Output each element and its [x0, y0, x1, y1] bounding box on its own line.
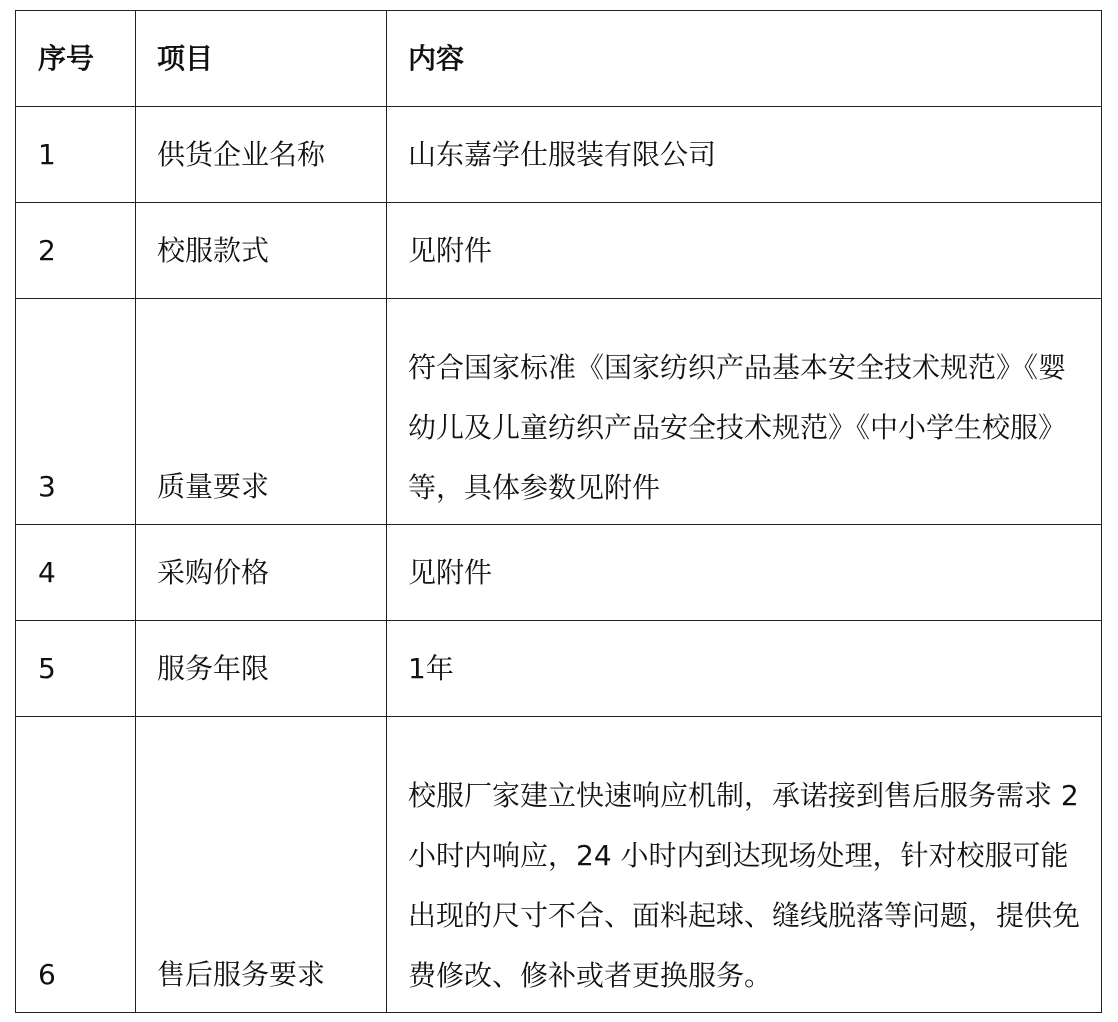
- row-item: 服务年限: [136, 621, 387, 717]
- row-item: 校服款式: [136, 203, 387, 299]
- row-item: 质量要求: [136, 299, 387, 525]
- table-row: [16, 717, 1102, 1013]
- header-content: 内容: [387, 11, 1102, 107]
- table-row: [16, 107, 1102, 203]
- row-content: 符合国家标准《国家纺织产品基本安全技术规范》《婴幼儿及儿童纺织产品安全技术规范》《中小学生校服》等，具体参数见附件: [387, 299, 1102, 525]
- table-row: [16, 203, 1102, 299]
- row-no: 5: [16, 621, 136, 717]
- row-content: 校服厂家建立快速响应机制，承诺接到售后服务需求 2 小时内响应，24 小时内到达现场处理，针对校服可能出现的尺寸不合、面料起球、缝线脱落等问题，提供免费修改、修补或者更换服务。: [387, 717, 1102, 1013]
- row-no: 3: [16, 299, 136, 525]
- table-row: [16, 621, 1102, 717]
- row-content: 山东嘉学仕服装有限公司: [387, 107, 1102, 203]
- table-row: [16, 525, 1102, 621]
- table-header-row: [16, 11, 1102, 107]
- row-no: 2: [16, 203, 136, 299]
- row-no: 4: [16, 525, 136, 621]
- row-no: 6: [16, 717, 136, 1013]
- row-item: 售后服务要求: [136, 717, 387, 1013]
- table-row: [16, 299, 1102, 525]
- header-no: 序号: [16, 11, 136, 107]
- header-item: 项目: [136, 11, 387, 107]
- row-content: 1年: [387, 621, 1102, 717]
- row-item: 采购价格: [136, 525, 387, 621]
- row-item: 供货企业名称: [136, 107, 387, 203]
- row-no: 1: [16, 107, 136, 203]
- procurement-table: [15, 10, 1102, 1013]
- row-content: 见附件: [387, 203, 1102, 299]
- row-content: 见附件: [387, 525, 1102, 621]
